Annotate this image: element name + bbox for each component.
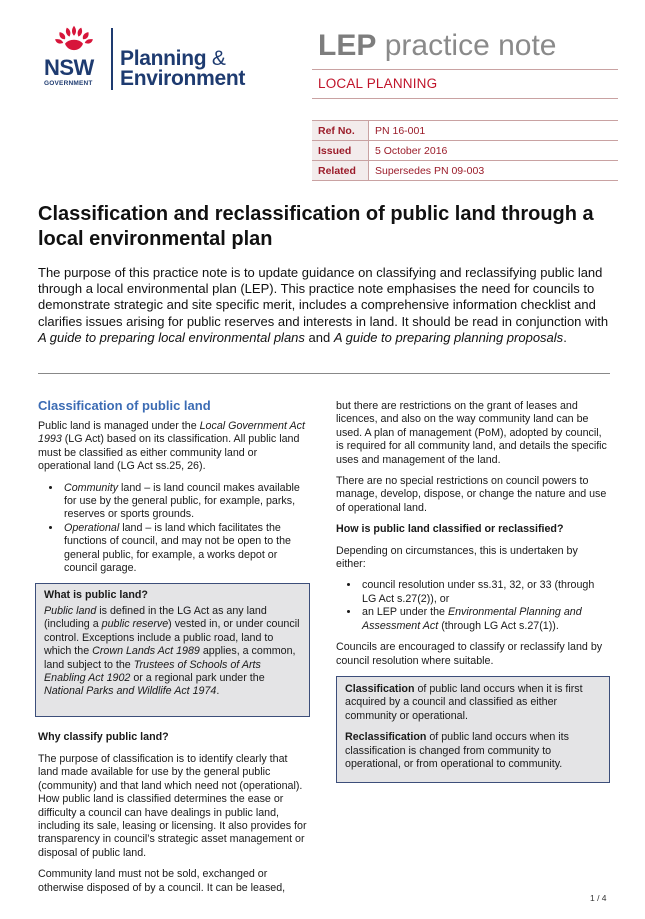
text: . (216, 685, 220, 698)
text: an LEP under the (362, 606, 448, 619)
act-ref: National Parks and Wildlife Act 1974 (44, 685, 217, 698)
paragraph: Councils are encouraged to classify or reclassify land by council resolution where suitable. (336, 641, 603, 667)
logo-divider (111, 28, 113, 90)
term: public reserve (101, 618, 169, 631)
ref-row (312, 121, 618, 141)
text: land – is land which facilitates the functions of council, and may not be open to the general public, for example, a works depot or council garage. (64, 521, 291, 575)
what-is-public-land-box (35, 583, 310, 717)
term: Reclassification (345, 731, 427, 744)
brand-environment: Environment (120, 67, 246, 90)
box-text (44, 605, 301, 699)
logo-nsw-text: NSW (44, 55, 94, 80)
classification-definitions-box (336, 676, 610, 783)
list-item (62, 482, 308, 522)
methods-list (336, 579, 610, 633)
text: (LG Act) based on its classification. All public land must be classified as either community land or operational land (LG Act ss.25, 26). (38, 433, 300, 473)
why-classify-heading: Why classify public land? (38, 731, 169, 744)
list-item: • council resolution under ss.31, 32, or 33 (through LG Act s.27(2)), or (360, 579, 610, 606)
paragraph: Community land must not be sold, exchanged or otherwise disposed of by a council. It can be leased, (38, 868, 286, 894)
page-title (318, 28, 556, 64)
term: Operational (64, 521, 120, 534)
text: is defined in the LG Act as any land (including a (44, 604, 267, 631)
subtitle: LOCAL PLANNING (318, 76, 438, 91)
reference-table (312, 120, 618, 181)
intro-text: The purpose of this practice note is to update guidance on classifying and reclassifying public land through a local environmental plan (LEP). This practice note emphasises the need for councils to demonstrate strategic and site specific merit, includes a comprehensive information checklist and clarifies issues arising for public reserves and interests in land. It should be read in conjunction with (38, 265, 609, 329)
box-text (345, 731, 601, 771)
paragraph (38, 420, 308, 474)
intro-guide-lep: A guide to preparing local environmental plans (38, 329, 305, 345)
text: of public land occurs when it is first acquired by a council and classified as either community or operational. (345, 682, 583, 722)
title-bold: LEP (318, 29, 377, 62)
ref-key: Issued (312, 141, 369, 161)
term: Classification (345, 682, 415, 695)
title-rule (312, 69, 618, 70)
term: Public land (44, 604, 97, 617)
intro-and: and (304, 329, 334, 345)
ref-value: 5 October 2016 (369, 141, 619, 161)
document-heading: Classification and reclassification of public land through a local environmental plan (38, 203, 594, 250)
brand-line1: Planning (120, 47, 207, 70)
how-classified-heading: How is public land classified or reclassified? (336, 523, 564, 536)
ref-key: Ref No. (312, 121, 369, 141)
title-rest: practice note (384, 29, 557, 62)
ref-key: Related (312, 161, 369, 181)
act-ref: Environmental Planning and Assessment Act (362, 606, 582, 632)
brand-amp: & (211, 47, 226, 70)
land-types-list (38, 482, 308, 576)
left-column (38, 398, 308, 903)
paragraph: There are no special restrictions on council powers to manage, develop, dispose, or change the nature and use of operational land. (336, 475, 607, 514)
act-ref: Crown Lands Act 1989 (92, 645, 200, 658)
section-rule (38, 373, 610, 374)
ref-row (312, 141, 618, 161)
page-number: 1 / 4 (590, 893, 607, 903)
term: Community (64, 481, 119, 494)
intro-guide-proposals: A guide to preparing planning proposals (333, 329, 564, 345)
act-ref: Trustees of Schools of Arts Enabling Act 1902 (44, 658, 261, 684)
intro-end: . (563, 329, 567, 345)
right-column (336, 400, 610, 797)
box-text (345, 683, 601, 723)
text: Public land is managed under the (38, 420, 200, 432)
text: of public land occurs when its classification is changed from community to operational, or from operational to community. (345, 731, 569, 770)
text: applies, a common, land subject to the (44, 645, 296, 671)
text: ) vested in, or under council control. Exceptions include a public road, land to which the (44, 618, 300, 658)
ref-value: PN 16-001 (369, 121, 619, 141)
subtitle-rule (312, 98, 618, 99)
intro-paragraph (38, 265, 610, 346)
brand-planning (120, 48, 226, 69)
text: (through LG Act s.27(1)). (438, 619, 559, 632)
list-item (360, 606, 610, 633)
ref-row (312, 161, 618, 181)
text: land – is land council makes available for use by the general public, for example, parks, reserves or sports grounds. (64, 481, 300, 521)
text: or a regional park under the (130, 671, 265, 684)
ref-value: Supersedes PN 09-003 (369, 161, 619, 181)
paragraph: Depending on circumstances, this is undertaken by either: (336, 544, 578, 571)
lg-act-ref: Local Government Act 1993 (38, 420, 305, 446)
paragraph: but there are restrictions on the grant of leases and licences, and also on the way community land can be used. A plan of management (PoM), adopted by council, is required for all community land, and details the specific uses and management of the land. (336, 400, 607, 466)
logo-government-text: GOVERNMENT (44, 80, 93, 87)
section-heading-classification: Classification of public land (38, 398, 211, 413)
paragraph: The purpose of classification is to identify clearly that land made available for use by the general public (community) and that land which need not (operational). How public land is classified determines the ease or difficulty a council can have dealings in public land, including its sale, leasing or licensing. It also provides for transparency in council’s strategic asset management or disposal of public land. (38, 752, 307, 859)
list-item (62, 522, 308, 576)
box-title: What is public land? (44, 589, 148, 602)
